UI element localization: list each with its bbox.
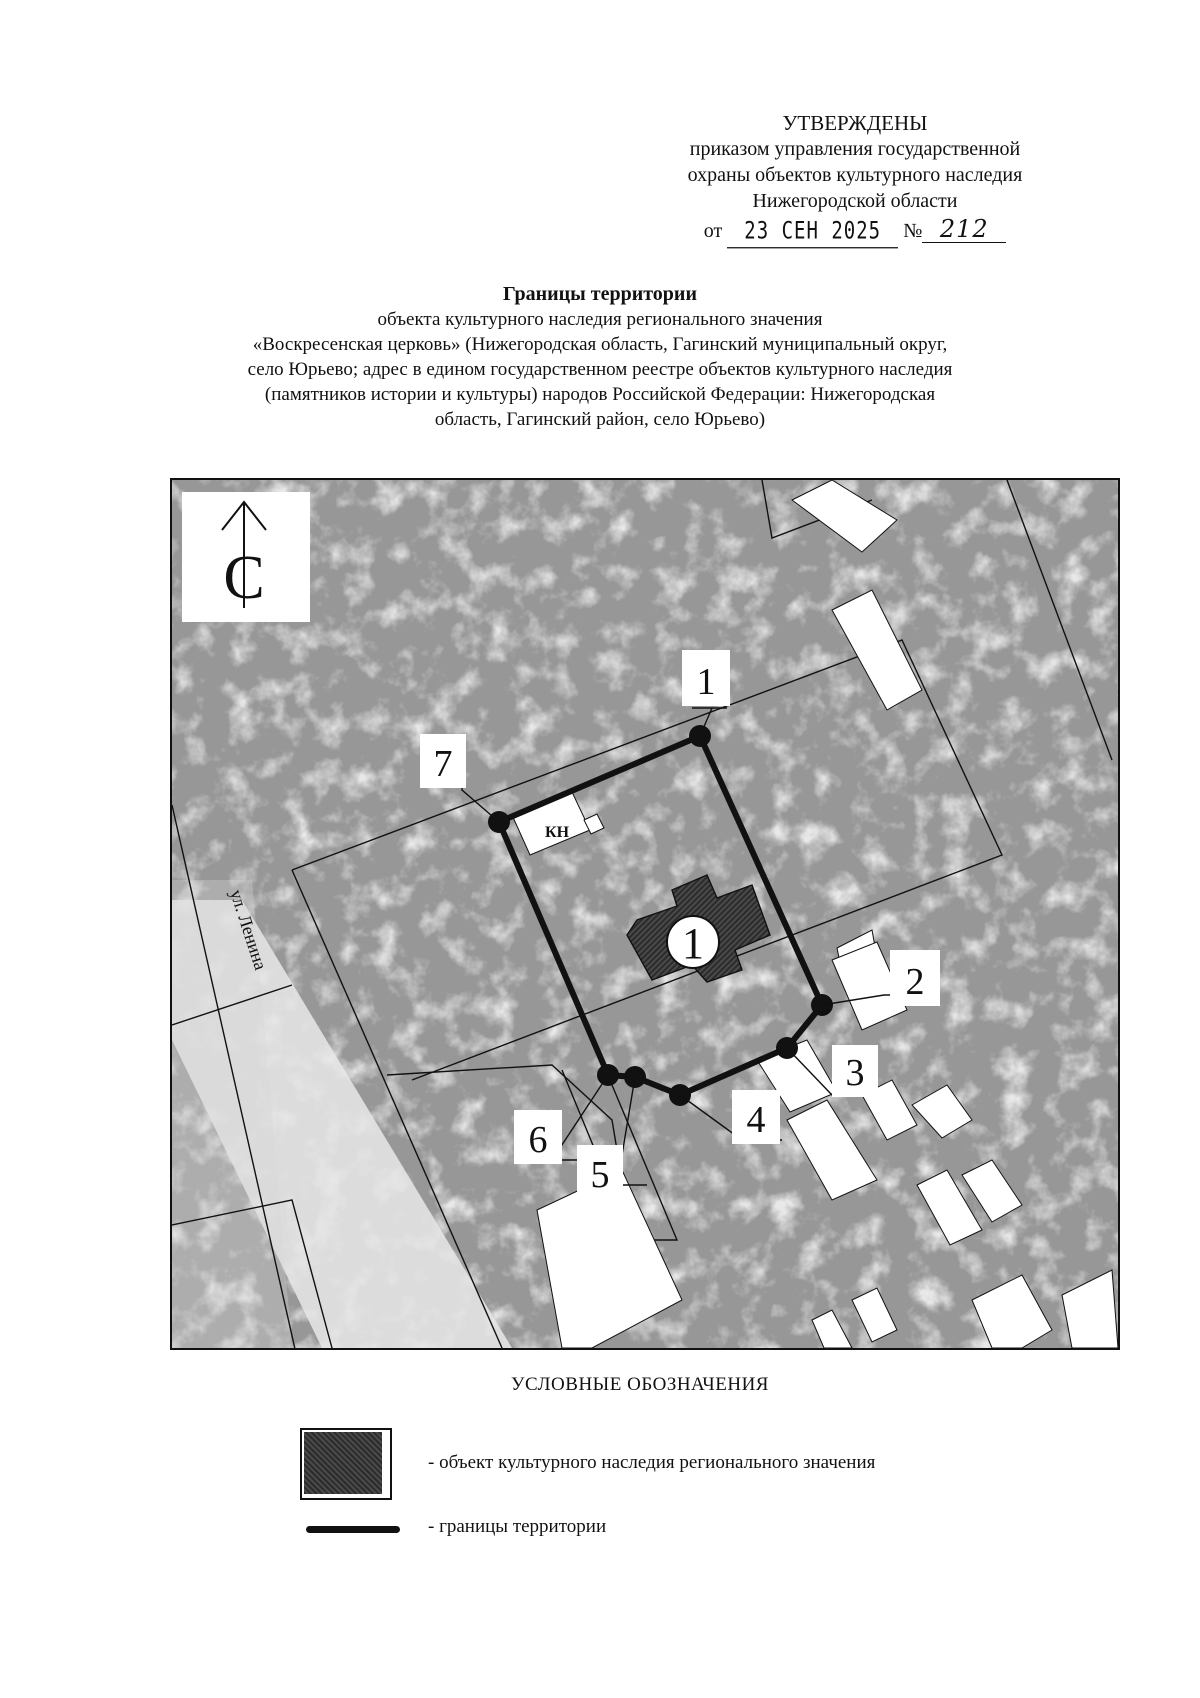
- legend-swatch-heritage-object: [300, 1428, 392, 1500]
- point-label-5: 5: [590, 1154, 610, 1196]
- point-label-7: 7: [433, 743, 453, 785]
- title-line-6: область, Гагинский район, село Юрьево): [434, 409, 766, 430]
- legend-title: УСЛОВНЫЕ ОБОЗНАЧЕНИЯ: [511, 1374, 769, 1395]
- map-svg: [172, 480, 1118, 1348]
- point-label-1: 1: [696, 661, 716, 703]
- title-line-4: село Юрьево; адрес в едином государственном реестре объектов культурного наследия: [247, 359, 953, 380]
- legend-text-heritage-object: - объект культурного наследия регионального значения: [428, 1452, 876, 1473]
- document-title: [160, 282, 1040, 432]
- legend-swatch-boundary-line: [306, 1526, 400, 1533]
- title-line-2: объекта культурного наследия регионального значения: [377, 309, 823, 330]
- boundary-map: [170, 478, 1120, 1350]
- handwritten-date: 23 СЕН 2025: [727, 215, 898, 249]
- handwritten-number: 212: [922, 216, 1006, 243]
- number-prefix: №: [903, 220, 923, 242]
- street-label: ул. Ленина: [226, 887, 271, 973]
- title-line-5: (памятников истории и культуры) народов Российской Федерации: Нижегородская: [264, 384, 936, 405]
- title-line-3: «Воскресенская церковь» (Нижегородская область, Гагинский муниципальный округ,: [252, 334, 948, 355]
- building-label-kn: КН: [544, 824, 570, 841]
- point-label-6: 6: [528, 1119, 548, 1161]
- title-line-1: Границы территории: [503, 283, 697, 305]
- approval-line-3: Нижегородской области: [752, 190, 958, 212]
- point-label-3: 3: [845, 1052, 865, 1094]
- north-label: С: [223, 544, 265, 612]
- approval-block: [620, 110, 1090, 245]
- object-number-label: 1: [682, 919, 704, 968]
- date-prefix: от: [703, 220, 723, 242]
- legend-text-boundary: - границы территории: [428, 1516, 607, 1537]
- point-label-2: 2: [905, 961, 925, 1003]
- approval-date-line: [620, 216, 1090, 245]
- point-label-4: 4: [746, 1099, 766, 1141]
- approval-heading: УТВЕРЖДЕНЫ: [782, 111, 928, 135]
- approval-line-2: охраны объектов культурного наследия: [687, 164, 1023, 186]
- approval-line-1: приказом управления государственной: [689, 138, 1021, 160]
